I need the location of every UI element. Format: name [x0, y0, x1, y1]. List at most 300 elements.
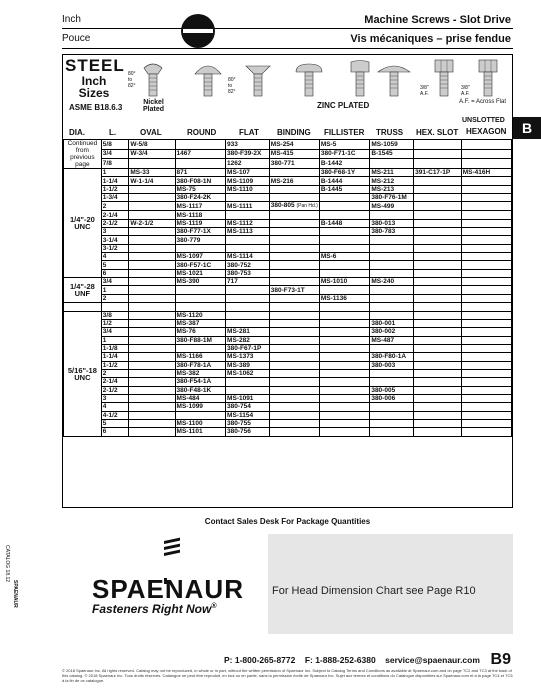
table-cell-fillister: [319, 159, 369, 169]
table-cell-hexagon: [461, 219, 511, 227]
table-cell-truss: [370, 253, 414, 261]
col-hex-slot: HEX. SLOT: [416, 128, 459, 137]
table-row: [64, 278, 512, 286]
nickel-plated-label: Nickel Plated: [143, 99, 165, 113]
dia-cell: [64, 311, 102, 436]
table-cell-l: [101, 169, 129, 177]
table-cell-flat: [226, 344, 270, 352]
table-cell-truss: [370, 286, 414, 294]
table-cell-round: [175, 211, 226, 219]
table-cell-flat: [226, 194, 270, 202]
copyright-text: © 2018 Spaenaur Inc. All rights reserved. Catalog may not be reproduced, in whole or in part, without the written permission of Spaenaur Inc. Subject to Catalog Terms and Conditions as available at Spaenaur.com and on page TC2 and TC3 at the back of this catalog. © 2018 Spaenaur Inc. Tous droits réservés. Catalogue ne peut être reproduit, en tout ou en partie, sans la permission écrite de Spaenaur Inc. Sujet aux termes et conditions du Catalogue disponibles sur Spaenaur.com et à la page TC4 et TC5 à la fin de ce catalogue.: [62, 668, 513, 683]
table-cell-hexslot: [414, 303, 462, 311]
table-cell-l: [101, 419, 129, 427]
table-cell-fillister: [319, 344, 369, 352]
dia-text: Continued: [67, 140, 98, 147]
cell-value: MS-1117: [176, 202, 203, 210]
table-cell-hexagon: [461, 202, 511, 211]
table-cell-hexagon: [461, 328, 511, 336]
cell-value: 3/8: [102, 311, 112, 319]
table-row: [64, 149, 512, 159]
table-cell-fillister: [319, 269, 369, 277]
table-cell-fillister: [319, 394, 369, 402]
cell-value: MS-33: [130, 169, 150, 177]
table-cell-fillister: [319, 411, 369, 419]
header-inch: Inch: [62, 14, 81, 25]
cell-value: 1/2: [102, 320, 112, 328]
cell-value: MS-499: [371, 202, 395, 210]
table-cell-flat: [226, 269, 270, 277]
footer-phone[interactable]: P: 1-800-265-8772: [224, 655, 296, 665]
cell-value: MS-415: [270, 150, 294, 158]
table-cell-truss: [370, 361, 414, 369]
table-cell-l: [101, 194, 129, 202]
contact-sales-note: Contact Sales Desk For Package Quantities: [204, 517, 371, 526]
table-cell-oval: [129, 211, 175, 219]
table-cell-binding: [269, 253, 319, 261]
cell-value: 2: [102, 294, 107, 302]
table-cell-round: [175, 236, 226, 244]
cell-value: 380-013: [371, 219, 396, 227]
table-cell-l: [101, 236, 129, 244]
dia-text: 1/4"-28: [69, 282, 95, 292]
table-row: [64, 336, 512, 344]
dia-cell: [64, 140, 102, 169]
table-cell-binding: [269, 294, 319, 302]
table-cell-oval: [129, 185, 175, 193]
table-cell-truss: [370, 378, 414, 386]
table-cell-binding: [269, 353, 319, 361]
table-cell-hexagon: [461, 269, 511, 277]
table-cell-binding: [269, 394, 319, 402]
table-cell-hexagon: [461, 428, 511, 436]
table-row: [64, 361, 512, 369]
dia-text: 1/4"-20: [69, 215, 95, 225]
cell-value: 7/8: [102, 160, 112, 168]
table-cell-fillister: [319, 140, 369, 150]
sizes-label: Sizes: [78, 86, 110, 100]
cell-value: B-1442: [320, 160, 343, 168]
table-cell-fillister: [319, 228, 369, 236]
cell-value: 380-F71-1C: [320, 150, 356, 158]
cell-value: 5: [102, 261, 107, 269]
table-cell-flat: [226, 328, 270, 336]
table-cell-oval: [129, 311, 175, 319]
dia-cell: [64, 278, 102, 303]
cell-value: 380-754: [227, 403, 251, 411]
dia-cell: [64, 169, 102, 278]
table-cell-flat: [226, 319, 270, 327]
cell-value: MS-5: [320, 140, 337, 148]
table-cell-binding: [269, 185, 319, 193]
screw-table: [63, 139, 512, 437]
table-row: [64, 294, 512, 302]
table-cell-fillister: [319, 194, 369, 202]
table-cell-truss: [370, 353, 414, 361]
table-row: [64, 219, 512, 227]
table-cell-hexslot: [414, 344, 462, 352]
table-cell-l: [101, 211, 129, 219]
table-cell-fillister: [319, 336, 369, 344]
cell-value: MS-211: [371, 169, 394, 177]
table-cell-hexagon: [461, 303, 511, 311]
cell-value: 380-F88-1M: [176, 336, 212, 344]
table-cell-truss: [370, 294, 414, 302]
table-cell-hexslot: [414, 294, 462, 302]
table-cell-hexslot: [414, 411, 462, 419]
table-cell-hexagon: [461, 278, 511, 286]
cell-value: 380-F48-1K: [176, 386, 212, 394]
cell-value: 6: [102, 428, 107, 436]
table-cell-oval: [129, 303, 175, 311]
table-row: [64, 369, 512, 377]
cell-value: 1: [102, 336, 107, 344]
cell-value: 380-006: [371, 395, 396, 403]
dimension-chart-link[interactable]: For Head Dimension Chart see Page R10: [272, 585, 476, 597]
table-cell-l: [101, 140, 129, 150]
cell-value: 380-F80-1A: [371, 353, 407, 361]
cell-value: W-1-1/4: [130, 177, 154, 185]
table-cell-hexslot: [414, 149, 462, 159]
footer-email[interactable]: service@spaenaur.com: [385, 655, 480, 665]
table-cell-flat: [226, 228, 270, 236]
table-row: [64, 319, 512, 327]
cell-value: MS-1111: [227, 202, 253, 210]
table-cell-truss: [370, 194, 414, 202]
table-cell-hexslot: [414, 386, 462, 394]
cell-value: MS-1097: [176, 253, 203, 261]
table-cell-hexagon: [461, 253, 511, 261]
table-cell-hexslot: [414, 169, 462, 177]
table-cell-flat: [226, 403, 270, 411]
table-cell-round: [175, 228, 226, 236]
cell-value: 380-F24-2K: [176, 194, 212, 202]
cell-value: B-1445: [320, 185, 343, 193]
table-cell-fillister: [319, 177, 369, 185]
table-cell-round: [175, 286, 226, 294]
cell-value: 3-1/4: [102, 236, 118, 244]
dia-text: UNC: [74, 222, 91, 232]
cell-value: 933: [227, 140, 238, 148]
cell-value: 1-1/4: [102, 177, 118, 185]
table-cell-round: [175, 219, 226, 227]
table-cell-binding: [269, 411, 319, 419]
table-cell-hexslot: [414, 336, 462, 344]
table-cell-truss: [370, 303, 414, 311]
cell-value: 380-F57-1C: [176, 261, 212, 269]
cell-value: 1-1/8: [102, 345, 118, 353]
col-unslotted: UNSLOTTED: [462, 117, 505, 124]
table-cell-oval: [129, 411, 175, 419]
hex-slot-af-label: 3/8" A.F.: [420, 85, 429, 97]
table-cell-binding: [269, 369, 319, 377]
col-flat: FLAT: [239, 128, 259, 137]
header-title-fr: Vis mécaniques – prise fendue: [350, 33, 511, 45]
cell-value: 380-756: [227, 428, 251, 436]
table-cell-truss: [370, 344, 414, 352]
table-cell-oval: [129, 328, 175, 336]
table-cell-hexslot: [414, 261, 462, 269]
table-cell-hexslot: [414, 159, 462, 169]
table-row: [64, 261, 512, 269]
header-divider: [62, 28, 513, 29]
table-cell-round: [175, 261, 226, 269]
table-cell-fillister: [319, 311, 369, 319]
table-cell-fillister: [319, 236, 369, 244]
cell-value: 3/4: [102, 150, 112, 158]
table-cell-binding: [269, 336, 319, 344]
table-cell-flat: [226, 394, 270, 402]
table-cell-fillister: [319, 328, 369, 336]
table-cell-oval: [129, 344, 175, 352]
table-cell-oval: [129, 428, 175, 436]
logo-wordmark: SPAENAUR: [92, 574, 244, 604]
cell-value: MS-1373: [227, 353, 254, 361]
table-cell-flat: [226, 244, 270, 252]
table-cell-fillister: [319, 278, 369, 286]
table-cell-hexagon: [461, 411, 511, 419]
table-cell-round: [175, 378, 226, 386]
binding-head-icon: [292, 58, 326, 100]
cell-value: 380-F76-1M: [371, 194, 407, 202]
slot-drive-icon: [181, 14, 215, 48]
cell-value: 380-779: [176, 236, 201, 244]
cell-value: MS-1112: [227, 219, 253, 227]
table-cell-binding: [269, 244, 319, 252]
table-cell-fillister: [319, 353, 369, 361]
table-cell-flat: [226, 311, 270, 319]
table-row: [64, 253, 512, 261]
table-row: [64, 159, 512, 169]
cell-value: 871: [176, 169, 188, 177]
table-cell-fillister: [319, 319, 369, 327]
page-number: B9: [490, 651, 511, 668]
round-head-icon: [191, 58, 225, 100]
table-cell-fillister: [319, 386, 369, 394]
table-cell-flat: [226, 140, 270, 150]
table-cell-hexagon: [461, 344, 511, 352]
cell-value: 2-1/2: [102, 219, 118, 227]
header-title-en: Machine Screws - Slot Drive: [364, 14, 511, 26]
table-cell-hexslot: [414, 244, 462, 252]
table-cell-flat: [226, 419, 270, 427]
table-cell-l: [101, 411, 129, 419]
table-row: [64, 228, 512, 236]
dia-text: from: [75, 147, 89, 154]
table-row: [64, 269, 512, 277]
table-cell-l: [101, 286, 129, 294]
table-cell-truss: [370, 236, 414, 244]
side-brand-label: SPAENAUR: [12, 580, 18, 608]
table-cell-flat: [226, 261, 270, 269]
cell-value: MS-389: [227, 361, 250, 369]
cell-value: 380-805: [270, 202, 295, 210]
cell-value: B-1545: [371, 150, 393, 158]
table-cell-oval: [129, 394, 175, 402]
table-cell-fillister: [319, 378, 369, 386]
table-cell-round: [175, 386, 226, 394]
table-cell-round: [175, 303, 226, 311]
cell-value: MS-487: [371, 336, 395, 344]
oval-head-icon: [138, 58, 168, 100]
cell-value: MS-75: [176, 185, 196, 193]
cell-value: W-3/4: [130, 150, 148, 158]
cell-value: 380-F39-2X: [227, 150, 262, 158]
cell-value: 380-753: [227, 269, 251, 277]
table-cell-hexagon: [461, 386, 511, 394]
table-cell-hexagon: [461, 236, 511, 244]
table-cell-binding: [269, 361, 319, 369]
cell-value: 380-005: [371, 386, 396, 394]
table-cell-truss: [370, 311, 414, 319]
cell-value: 2: [102, 370, 107, 378]
table-cell-l: [101, 319, 129, 327]
table-cell-l: [101, 202, 129, 211]
table-cell-fillister: [319, 294, 369, 302]
table-row: [64, 140, 512, 150]
table-cell-flat: [226, 169, 270, 177]
table-row: [64, 236, 512, 244]
table-cell-binding: [269, 211, 319, 219]
table-cell-hexslot: [414, 311, 462, 319]
side-catalog-label: CATALOG 18.12: [4, 545, 10, 583]
table-cell-flat: [226, 378, 270, 386]
table-cell-l: [101, 328, 129, 336]
table-cell-hexslot: [414, 361, 462, 369]
table-cell-fillister: [319, 428, 369, 436]
cell-value: MS-281: [227, 328, 250, 336]
table-cell-oval: [129, 236, 175, 244]
table-cell-hexagon: [461, 211, 511, 219]
cell-value: 380-F73-1T: [270, 286, 305, 294]
table-cell-oval: [129, 169, 175, 177]
cell-value: MS-6: [320, 253, 337, 261]
table-cell-flat: [226, 278, 270, 286]
table-cell-fillister: [319, 361, 369, 369]
oval-angle-label: 80° to 82°: [128, 71, 136, 89]
cell-value: 380-001: [371, 320, 396, 328]
section-tab[interactable]: B: [513, 117, 541, 139]
truss-head-icon: [376, 58, 412, 100]
table-cell-oval: [129, 361, 175, 369]
table-cell-oval: [129, 261, 175, 269]
col-fillister: FILLISTER: [324, 128, 365, 137]
table-row: [64, 378, 512, 386]
table-row: [64, 328, 512, 336]
header-bottom-rule: [62, 48, 513, 49]
table-cell-hexslot: [414, 286, 462, 294]
table-cell-fillister: [319, 244, 369, 252]
table-cell-flat: [226, 211, 270, 219]
spaenaur-logo[interactable]: [84, 534, 264, 634]
table-cell-hexagon: [461, 311, 511, 319]
table-cell-hexslot: [414, 428, 462, 436]
table-cell-round: [175, 194, 226, 202]
table-cell-round: [175, 361, 226, 369]
cell-value: MS-382: [176, 370, 200, 378]
header-pouce: Pouce: [62, 33, 91, 44]
table-cell-oval: [129, 403, 175, 411]
cell-value: 1: [102, 169, 107, 177]
table-row: [64, 344, 512, 352]
table-cell-truss: [370, 369, 414, 377]
table-cell-oval: [129, 244, 175, 252]
table-cell-l: [101, 244, 129, 252]
table-cell-binding: [269, 194, 319, 202]
table-cell-l: [101, 386, 129, 394]
table-cell-hexslot: [414, 140, 462, 150]
table-cell-binding: [269, 236, 319, 244]
table-cell-round: [175, 253, 226, 261]
cell-note: (Pan Hd.): [296, 203, 318, 210]
cell-value: MS-1119: [176, 219, 203, 227]
table-cell-hexslot: [414, 328, 462, 336]
cell-value: MS-213: [371, 185, 395, 193]
table-cell-round: [175, 336, 226, 344]
table-cell-oval: [129, 140, 175, 150]
cell-value: MS-212: [371, 177, 395, 185]
table-cell-hexagon: [461, 294, 511, 302]
cell-value: 717: [227, 278, 238, 286]
cell-value: 6: [102, 269, 107, 277]
cell-value: B-1444: [320, 177, 343, 185]
cell-value: 1-1/4: [102, 353, 118, 361]
table-cell-oval: [129, 202, 175, 211]
cell-value: 380-F77-1X: [176, 228, 211, 236]
cell-value: 5/8: [102, 140, 112, 148]
table-cell-flat: [226, 294, 270, 302]
cell-value: 3: [102, 228, 107, 236]
table-cell-truss: [370, 228, 414, 236]
table-cell-fillister: [319, 419, 369, 427]
table-cell-binding: [269, 328, 319, 336]
table-cell-hexagon: [461, 261, 511, 269]
table-cell-l: [101, 369, 129, 377]
table-row: [64, 411, 512, 419]
table-cell-hexagon: [461, 353, 511, 361]
cell-value: MS-484: [176, 395, 200, 403]
cell-value: MS-1059: [371, 140, 398, 148]
table-cell-truss: [370, 202, 414, 211]
cell-value: MS-1010: [320, 278, 348, 286]
table-cell-hexslot: [414, 228, 462, 236]
table-cell-hexslot: [414, 319, 462, 327]
product-panel: [62, 54, 513, 508]
col-binding: BINDING: [277, 128, 311, 137]
cell-value: MS-1114: [227, 253, 253, 261]
table-cell-l: [101, 159, 129, 169]
table-cell-oval: [129, 159, 175, 169]
table-cell-binding: [269, 278, 319, 286]
table-row: [64, 185, 512, 193]
table-cell-flat: [226, 185, 270, 193]
table-cell-hexagon: [461, 169, 511, 177]
table-cell-l: [101, 336, 129, 344]
table-cell-flat: [226, 219, 270, 227]
cell-value: 380-F67-1P: [227, 345, 262, 353]
table-cell-fillister: [319, 202, 369, 211]
cell-value: MS-240: [371, 278, 395, 286]
table-cell-oval: [129, 286, 175, 294]
table-cell-truss: [370, 394, 414, 402]
table-cell-truss: [370, 177, 414, 185]
table-cell-hexagon: [461, 140, 511, 150]
table-cell-hexslot: [414, 219, 462, 227]
cell-value: 3: [102, 395, 107, 403]
table-cell-fillister: [319, 149, 369, 159]
table-cell-hexagon: [461, 361, 511, 369]
table-cell-oval: [129, 228, 175, 236]
